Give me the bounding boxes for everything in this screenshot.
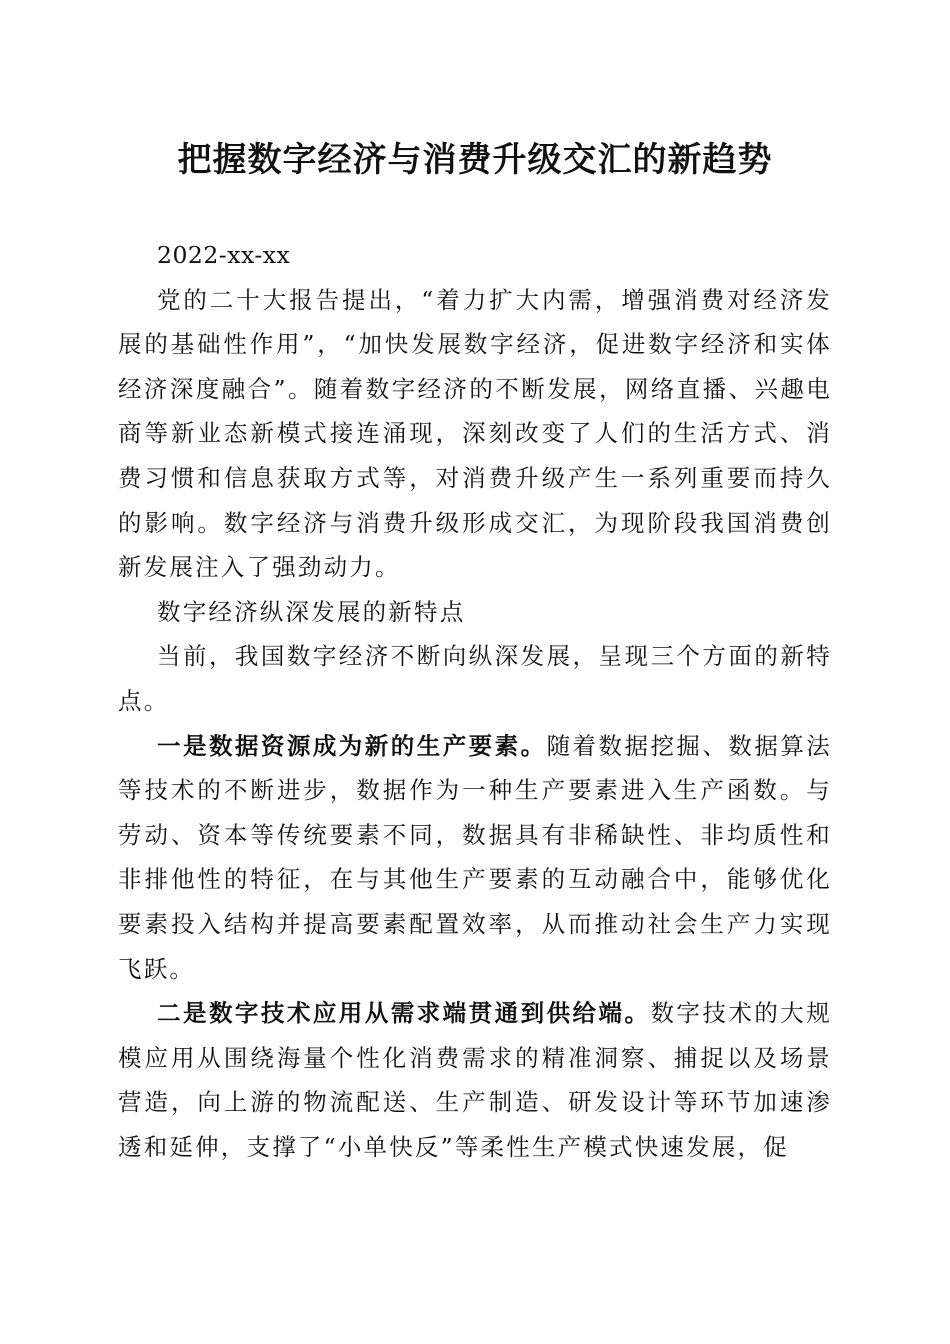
- paragraph-intro: 党的二十大报告提出，“着力扩大内需，增强消费对经济发展的基础性作用”，“加快发展数字经济，促进数字经济和实体经济深度融合”。随着数字经济的不断发展，网络直播、兴趣电商等新业态新模式接连涌现，深刻改变了人们的生活方式、消费习惯和信息获取方式等，对消费升级产生一系列重要而持久的影响。数字经济与消费升级形成交汇，为现阶段我国消费创新发展注入了强劲动力。: [118, 285, 832, 582]
- paragraph-point-one: [118, 724, 832, 992]
- document-body: [118, 233, 832, 1169]
- paragraph-point-two: [118, 991, 832, 1169]
- point-one-body: 随着数据挖掘、数据算法等技术的不断进步，数据作为一种生产要素进入生产函数。与劳动、资本等传统要素不同，数据具有非稀缺性、非均质性和非排他性的特征，在与其他生产要素的互动融合中，能够优化要素投入结构并提高要素配置效率，从而推动社会生产力实现飞跃。: [118, 731, 832, 983]
- document-title: 把握数字经济与消费升级交汇的新趋势: [177, 140, 773, 180]
- point-two-body: 数字技术的大规模应用从围绕海量个性化消费需求的精准洞察、捕捉以及场景营造，向上游的物流配送、生产制造、研发设计等环节加速渗透和延伸，支撑了“小单快反”等柔性生产模式快速发展，促: [118, 999, 832, 1161]
- point-two-lead: 二是数字技术应用从需求端贯通到供给端。: [157, 999, 651, 1028]
- section-heading: 数字经济纵深发展的新特点: [157, 597, 466, 626]
- paragraph-overview: 当前，我国数字经济不断向纵深发展，呈现三个方面的新特点。: [118, 642, 832, 715]
- point-one-lead: 一是数据资源成为新的生产要素。: [157, 731, 547, 760]
- document-date: 2022-xx-xx: [157, 241, 291, 269]
